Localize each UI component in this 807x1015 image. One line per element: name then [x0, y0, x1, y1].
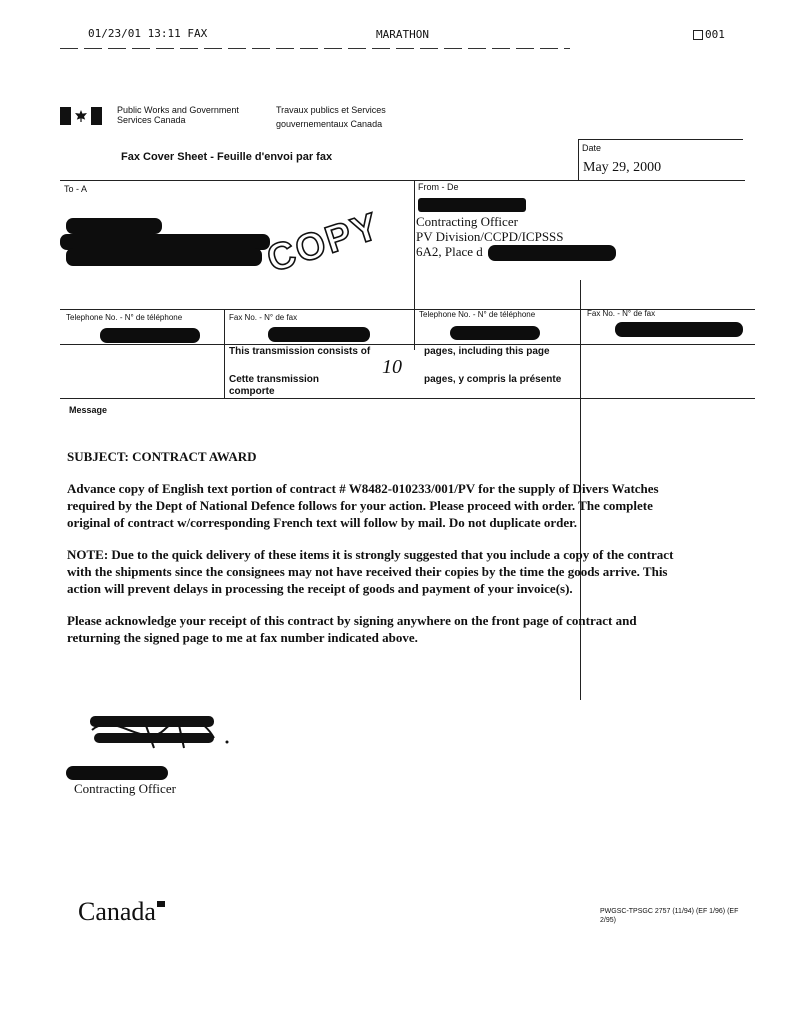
para2-line2: with the shipments since the consignees may not have received their copies by the time the goods arrive. This: [67, 564, 668, 579]
from-tel-label: Telephone No. - N° de téléphone: [419, 310, 536, 319]
paragraph-note: [67, 546, 777, 597]
para1-line1: Advance copy of English text portion of contract # W8482-010233/001/PV for the supply of Divers Watches: [67, 481, 659, 496]
to-from-divider: [414, 180, 415, 350]
redacted-to-fax: [268, 327, 370, 342]
redacted-from-tel: [450, 326, 540, 340]
para3-line1: Please acknowledge your receipt of this contract by signing anywhere on the front page of contract and: [67, 613, 637, 628]
redacted-from-fax: [615, 322, 743, 337]
transmission-fr: Cette transmission comporte: [229, 374, 320, 397]
form-top-rule: [60, 180, 745, 181]
canada-flag-icon: [60, 107, 102, 125]
from-line2: PV Division/CCPD/ICPSSS: [416, 229, 564, 244]
signature-scribble: [84, 700, 234, 760]
phone-row-bottom: [60, 344, 755, 345]
agency-name-fr-line1: Travaux publics et Services: [276, 105, 386, 115]
date-label: Date: [582, 143, 602, 153]
paragraph-advance-copy: [67, 480, 777, 531]
pages-en: pages, including this page: [424, 346, 550, 357]
to-label: To - A: [64, 184, 88, 194]
from-line3: 6A2, Place d: [416, 244, 483, 259]
agency-name-en-line2: Services Canada: [117, 115, 186, 125]
date-box-left: [578, 139, 579, 181]
phone-divider-1: [224, 309, 225, 399]
redacted-sender-name: [418, 198, 526, 212]
date-value: May 29, 2000: [583, 160, 662, 175]
para2-line3: action will prevent delays in processing the receipt of goods and payment of your invoice(s).: [67, 581, 573, 596]
canada-wordmark: [78, 897, 165, 927]
fax-header-rule: [60, 48, 570, 49]
form-code-line2: 2/95): [600, 917, 616, 924]
from-fax-label: Fax No. - N° de fax: [587, 309, 656, 318]
to-tel-label: Telephone No. - N° de téléphone: [66, 313, 183, 322]
para1-line3: original of contract w/corresponding French text will follow by mail. Do not duplicate order.: [67, 515, 577, 530]
message-rule: [60, 398, 755, 399]
message-label: Message: [69, 405, 108, 415]
fax-page-value: 001: [705, 28, 725, 41]
signature-title: Contracting Officer: [74, 781, 176, 796]
form-code: [600, 907, 738, 925]
form-code-line1: PWGSC-TPSGC 2757 (11/94) (EF 1/96) (EF: [600, 908, 739, 915]
date-box-top: [578, 139, 743, 140]
agency-name-en: [117, 105, 239, 125]
from-line1: Contracting Officer: [416, 214, 518, 229]
cover-title: Fax Cover Sheet - Feuille d'envoi par fax: [121, 151, 333, 163]
para3-line2: returning the signed page to me at fax number indicated above.: [67, 630, 418, 645]
fax-sender: MARATHON: [376, 28, 429, 41]
para1-line2: required by the Dept of National Defence follows for your action. Please proceed with order. The complete: [67, 498, 653, 513]
transmission-en: This transmission consists of: [229, 346, 371, 357]
paragraph-acknowledge: [67, 612, 777, 646]
redacted-sender-address: [488, 245, 616, 261]
agency-name-en-line1: Public Works and Government: [117, 105, 239, 115]
redacted-to-tel: [100, 328, 200, 343]
page-count: 10: [382, 356, 402, 378]
to-fax-label: Fax No. - N° de fax: [229, 313, 298, 322]
redacted-recipient-3: [66, 248, 262, 266]
fax-timestamp: 01/23/01 13:11 FAX: [88, 27, 208, 40]
from-label: From - De: [418, 182, 459, 192]
fax-page-icon: [693, 30, 703, 40]
para2-line1: NOTE: Due to the quick delivery of these items it is strongly suggested that you include a copy of the contract: [67, 547, 674, 562]
agency-name-fr: [276, 103, 386, 131]
redacted-signer-name: [66, 766, 168, 780]
copy-stamp: COPY: [262, 205, 386, 281]
pages-fr: pages, y compris la présente: [424, 374, 562, 385]
canada-wordmark-text: Canada: [78, 897, 156, 926]
agency-name-fr-line2: gouvernementaux Canada: [276, 119, 383, 129]
subject-line: SUBJECT: CONTRACT AWARD: [67, 449, 257, 464]
fax-page-number: [693, 28, 725, 41]
redacted-recipient-1: [66, 218, 162, 234]
wordmark-flag-icon: [157, 901, 165, 907]
